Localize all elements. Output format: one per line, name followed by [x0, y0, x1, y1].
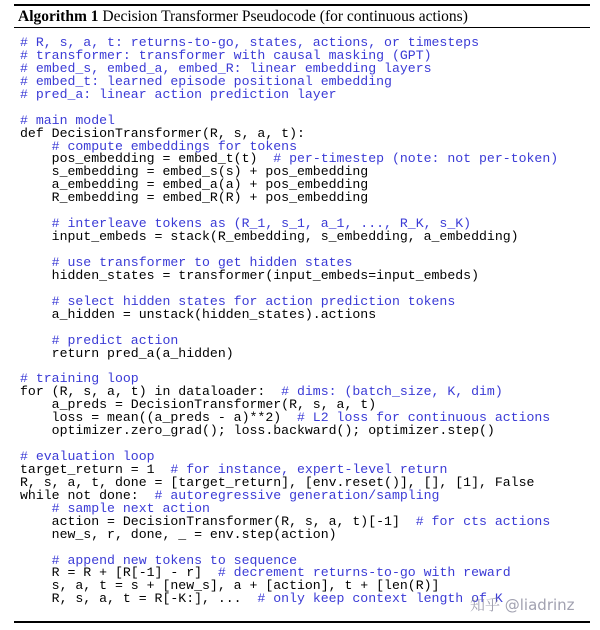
- code-line: [20, 345, 592, 361]
- code-text: R, s, a, t, done = [target_return], [env.reset()], [], [1], False: [20, 474, 535, 490]
- code-comment: # select hidden states for action prediction tokens: [51, 293, 456, 309]
- code-comment: # compute embeddings for tokens: [51, 138, 297, 154]
- code-text: a_embedding = embed_a(a) + pos_embedding: [20, 177, 369, 193]
- code-comment: # evaluation loop: [20, 449, 155, 464]
- code-text: loss = mean((a_preds - a)**2): [20, 410, 297, 426]
- code-text: a_preds = DecisionTransformer(R, s, a, t): [20, 397, 377, 413]
- code-text: optimizer.zero_grad(); loss.backward(); optimizer.step(): [20, 423, 495, 439]
- code-comment: # pred_a: linear action prediction layer: [20, 86, 337, 102]
- code-comment: # dims: (batch_size, K, dim): [281, 384, 503, 400]
- code-text: R_embedding = embed_R(R) + pos_embedding: [20, 190, 369, 206]
- code-comment: # transformer: transformer with causal masking (GPT): [20, 47, 432, 63]
- watermark: 知乎 @liadrinz: [470, 596, 575, 614]
- code-comment: # R, s, a, t: returns-to-go, states, actions, or timesteps: [20, 35, 479, 50]
- code-comment: # predict action: [51, 332, 179, 348]
- code-line: [20, 231, 592, 244]
- code-text: while not done:: [20, 487, 155, 503]
- bottom-rule: [14, 621, 590, 623]
- code-text: for (R, s, a, t) in dataloader:: [20, 384, 282, 400]
- code-comment: # use transformer to get hidden states: [51, 254, 353, 270]
- code-line: [20, 425, 592, 438]
- code-comment: # decrement returns-to-go with reward: [217, 565, 511, 581]
- code-text: def DecisionTransformer(R, s, a, t):: [20, 125, 305, 141]
- code-text: input_embeds = stack(R_embedding, s_embedding, a_embedding): [20, 229, 519, 245]
- code-comment: # for instance, expert-level return: [170, 461, 448, 477]
- code-text: return pred_a(a_hidden): [20, 345, 234, 361]
- code-text: R = R + [R[-1] - r]: [20, 565, 218, 581]
- algorithm-label: Algorithm 1: [18, 8, 99, 25]
- code-text: hidden_states = transformer(input_embeds=input_embeds): [20, 267, 479, 283]
- code-text: action = DecisionTransformer(R, s, a, t)[-1]: [20, 513, 416, 529]
- algorithm-title: Decision Transformer Pseudocode (for continuous actions): [102, 8, 468, 25]
- code-text: new_s, r, done, _ = env.step(action): [20, 526, 337, 542]
- code-comment: # training loop: [20, 371, 139, 387]
- algorithm-caption: [18, 8, 468, 26]
- code-comment: # only keep context length of K: [257, 591, 503, 607]
- code-text: s_embedding = embed_s(s) + pos_embedding: [20, 164, 369, 180]
- code-comment: # main model: [20, 112, 115, 128]
- caption-rule: [14, 27, 590, 28]
- code-line: [20, 306, 592, 322]
- code-comment: # append new tokens to sequence: [51, 552, 297, 568]
- code-comment: # embed_s, embed_a, embed_R: linear embedding layers: [20, 60, 432, 76]
- pseudocode-block: [20, 37, 592, 606]
- code-text: R, s, a, t = R[-K:], ...: [20, 591, 258, 607]
- code-comment: # for cts actions: [415, 513, 551, 529]
- code-comment: # L2 loss for continuous actions: [296, 410, 551, 426]
- code-line: [20, 267, 592, 283]
- code-text: pos_embedding = embed_t(t): [20, 151, 274, 167]
- code-text: a_hidden = unstack(hidden_states).actions: [20, 306, 377, 322]
- code-comment: # embed_t: learned episode positional embedding: [20, 73, 392, 89]
- code-comment: # per-timestep (note: not per-token): [273, 151, 559, 167]
- code-line: [20, 526, 592, 542]
- code-text: s, a, t = s + [new_s], a + [action], t + [len(R)]: [20, 578, 440, 594]
- code-text: target_return = 1: [20, 461, 171, 477]
- code-comment: # interleave tokens as (R_1, s_1, a_1, ..., R_K, s_K): [51, 216, 472, 232]
- code-comment: # sample next action: [51, 500, 210, 516]
- code-comment: # autoregressive generation/sampling: [154, 487, 440, 503]
- code-line: [20, 86, 592, 102]
- top-rule: [14, 4, 590, 6]
- code-line: [20, 192, 592, 205]
